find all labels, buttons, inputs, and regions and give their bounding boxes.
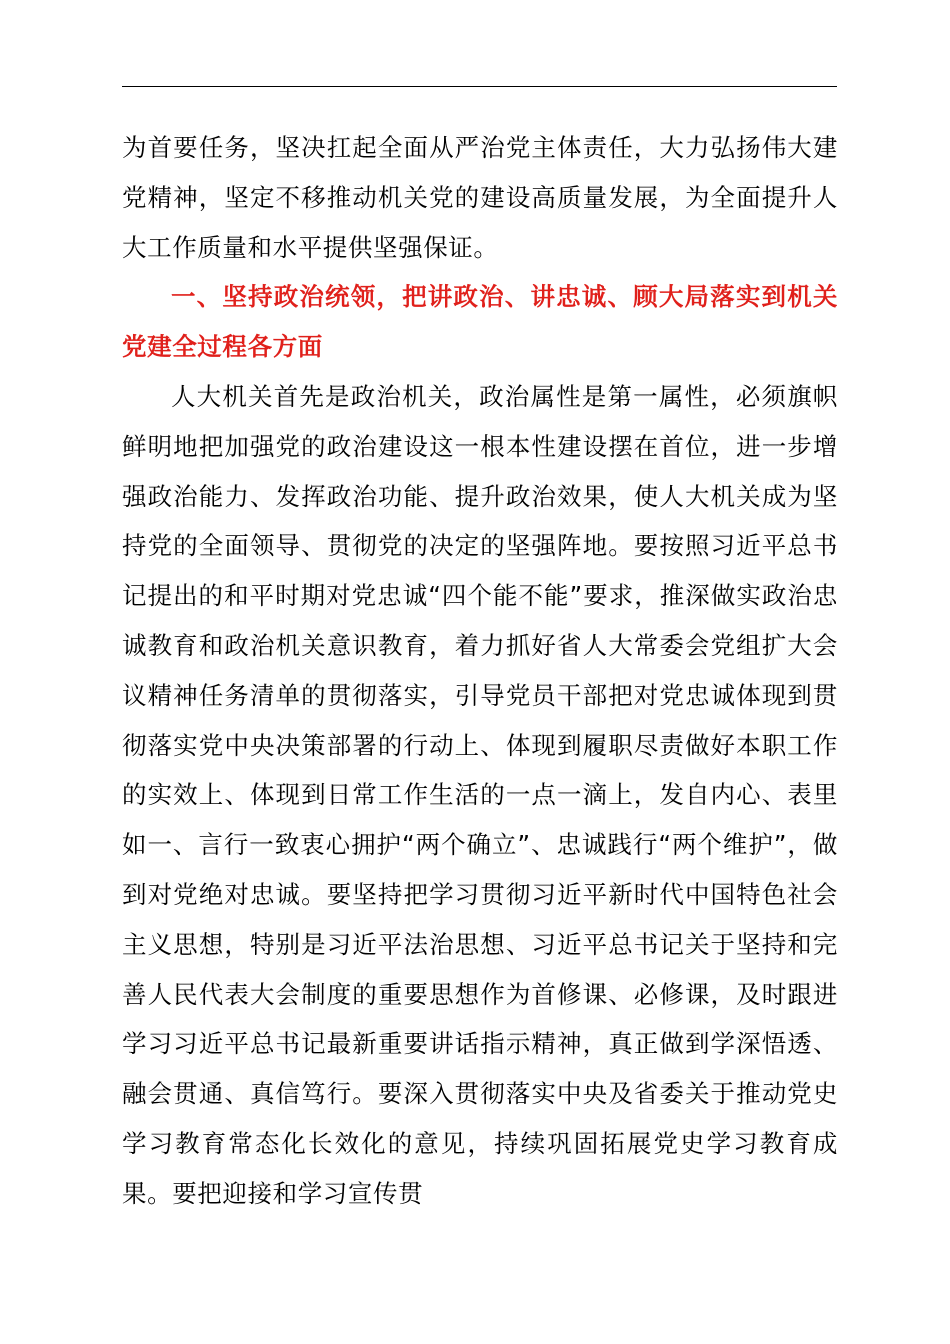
body-paragraph-continued: 为首要任务，坚决扛起全面从严治党主体责任，大力弘扬伟大建党精神，坚定不移推动机关党的建设高质量发展，为全面提升人大工作质量和水平提供坚强保证。: [122, 133, 838, 262]
document-body: [122, 123, 838, 1219]
body-paragraph: 人大机关首先是政治机关，政治属性是第一属性，必须旗帜鲜明地把加强党的政治建设这一根本性建设摆在首位，进一步增强政治能力、发挥政治功能、提升政治效果，使人大机关成为坚持党的全面领导、贯彻党的决定的坚强阵地。要按照习近平总书记提出的和平时期对党忠诚“四个能不能”要求，推深做实政治忠诚教育和政治机关意识教育，着力抓好省人大常委会党组扩大会议精神任务清单的贯彻落实，引导党员干部把对党忠诚体现到贯彻落实党中央决策部署的行动上、体现到履职尽责做好本职工作的实效上、体现到日常工作生活的一点一滴上，发自内心、表里如一、言行一致衷心拥护“两个确立”、忠诚践行“两个维护”，做到对党绝对忠诚。要坚持把学习贯彻习近平新时代中国特色社会主义思想，特别是习近平法治思想、习近平总书记关于坚持和完善人民代表大会制度的重要思想作为首修课、必修课，及时跟进学习习近平总书记最新重要讲话指示精神，真正做到学深悟透、融会贯通、真信笃行。要深入贯彻落实中央及省委关于推动党史学习教育常态化长效化的意见，持续巩固拓展党史学习教育成果。要把迎接和学习宣传贯: [122, 381, 838, 1208]
section-heading: 一、坚持政治统领，把讲政治、讲忠诚、顾大局落实到机关党建全过程各方面: [122, 282, 838, 362]
header-rule: [122, 86, 837, 87]
